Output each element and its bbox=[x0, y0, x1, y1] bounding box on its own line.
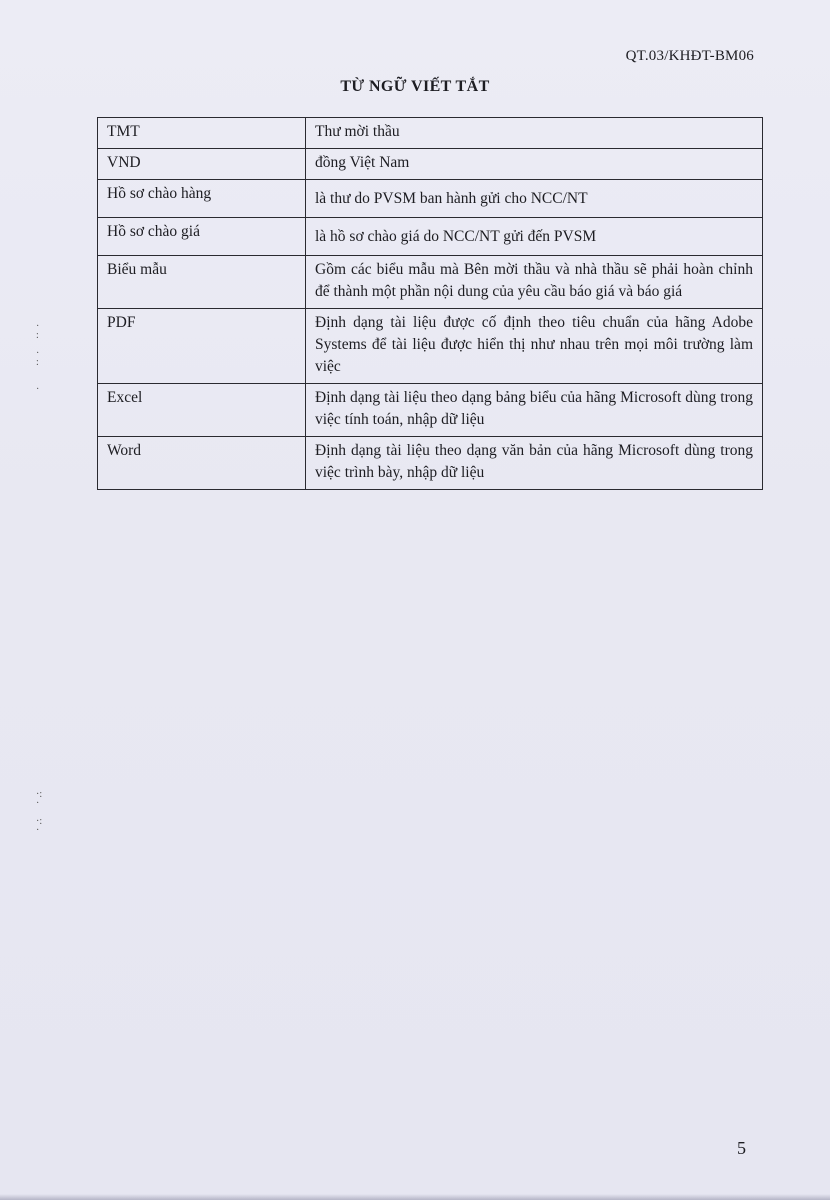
abbreviation-definition: Gồm các biểu mẫu mà Bên mời thầu và nhà thầu sẽ phải hoàn chỉnh để thành một phần nội dung của yêu cầu báo giá và báo giá bbox=[306, 256, 763, 309]
abbreviation-definition: là thư do PVSM ban hành gửi cho NCC/NT bbox=[306, 180, 763, 218]
table-row bbox=[98, 309, 763, 384]
scan-specks: · : · : · bbox=[36, 321, 40, 395]
abbreviation-definition: Thư mời thầu bbox=[306, 118, 763, 149]
table-row bbox=[98, 149, 763, 180]
abbreviation-definition: đồng Việt Nam bbox=[306, 149, 763, 180]
table-row bbox=[98, 180, 763, 218]
abbreviation-definition: Định dạng tài liệu được cố định theo tiêu chuẩn của hãng Adobe Systems để tài liệu được hiển thị như nhau trên mọi môi trường làm việc bbox=[306, 309, 763, 384]
abbreviations-table bbox=[97, 117, 763, 490]
scan-specks: ·: · ·: · bbox=[36, 789, 43, 836]
page-number: 5 bbox=[737, 1138, 746, 1158]
table-row bbox=[98, 384, 763, 437]
abbreviation-term: Hồ sơ chào hàng bbox=[98, 180, 306, 218]
abbreviation-term: Word bbox=[98, 437, 306, 490]
abbreviation-term: VND bbox=[98, 149, 306, 180]
abbreviation-term: PDF bbox=[98, 309, 306, 384]
document-code: QT.03/KHĐT-BM06 bbox=[625, 48, 754, 64]
table-row bbox=[98, 118, 763, 149]
table-row bbox=[98, 437, 763, 490]
abbreviation-term: Hồ sơ chào giá bbox=[98, 218, 306, 256]
table-row bbox=[98, 218, 763, 256]
abbreviation-definition: là hồ sơ chào giá do NCC/NT gửi đến PVSM bbox=[306, 218, 763, 256]
abbreviation-definition: Định dạng tài liệu theo dạng bảng biểu của hãng Microsoft dùng trong việc tính toán, nhập dữ liệu bbox=[306, 384, 763, 437]
table-row bbox=[98, 256, 763, 309]
abbreviation-term: Excel bbox=[98, 384, 306, 437]
abbreviation-definition: Định dạng tài liệu theo dạng văn bản của hãng Microsoft dùng trong việc trình bày, nhập dữ liệu bbox=[306, 437, 763, 490]
abbreviation-term: TMT bbox=[98, 118, 306, 149]
abbreviation-term: Biểu mẫu bbox=[98, 256, 306, 309]
page-title: TỪ NGỮ VIẾT TẮT bbox=[340, 78, 490, 95]
scan-edge-shadow bbox=[0, 1194, 830, 1200]
